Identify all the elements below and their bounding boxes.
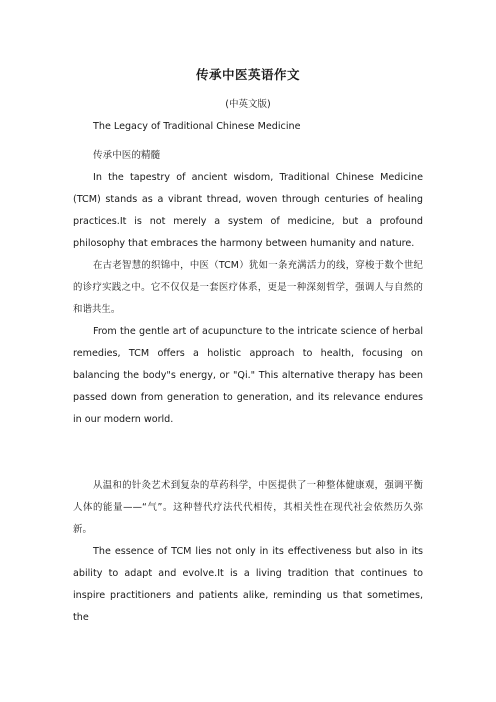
heading-english: The Legacy of Traditional Chinese Medicine <box>93 121 301 132</box>
paragraph-1: In the tapestry of ancient wisdom, Traditional Chinese Medicine (TCM) stands as a vibrant thread, woven through centuries of healing practices.It is not merely a system of medicine, but a profound philosophy that embraces the harmony between humanity and nature. <box>73 172 423 249</box>
paragraph-5: The essence of TCM lies not only in its effectiveness but also in its ability to adapt and evolve.It is a living tradition that continues to inspire practitioners and patients alike, reminding us that sometimes, the <box>73 546 423 623</box>
heading-chinese: 传承中医的精髓 <box>93 150 161 161</box>
document-subtitle: (中英文版) <box>225 99 271 110</box>
paragraph-4: 从温和的针灸艺术到复杂的草药科学，中医提供了一种整体健康观，强调平衡人体的能量——“气”。这种替代疗法代代相传，其相关性在现代社会依然历久弥新。 <box>73 480 423 535</box>
paragraph-2: 在古老智慧的织锦中，中医（TCM）犹如一条充满活力的线，穿梭于数个世纪的诊疗实践之中。它不仅仅是一套医疗体系，更是一种深刻哲学，强调人与自然的和谐共生。 <box>73 260 423 315</box>
paragraph-3: From the gentle art of acupuncture to the intricate science of herbal remedies, TCM offers a holistic approach to health, focusing on balancing the body"s energy, or "Qi." This alternative therapy has been passed down from generation to generation, and its relevance endures in our modern world. <box>73 326 423 425</box>
document-title: 传承中医英语作文 <box>195 67 300 82</box>
